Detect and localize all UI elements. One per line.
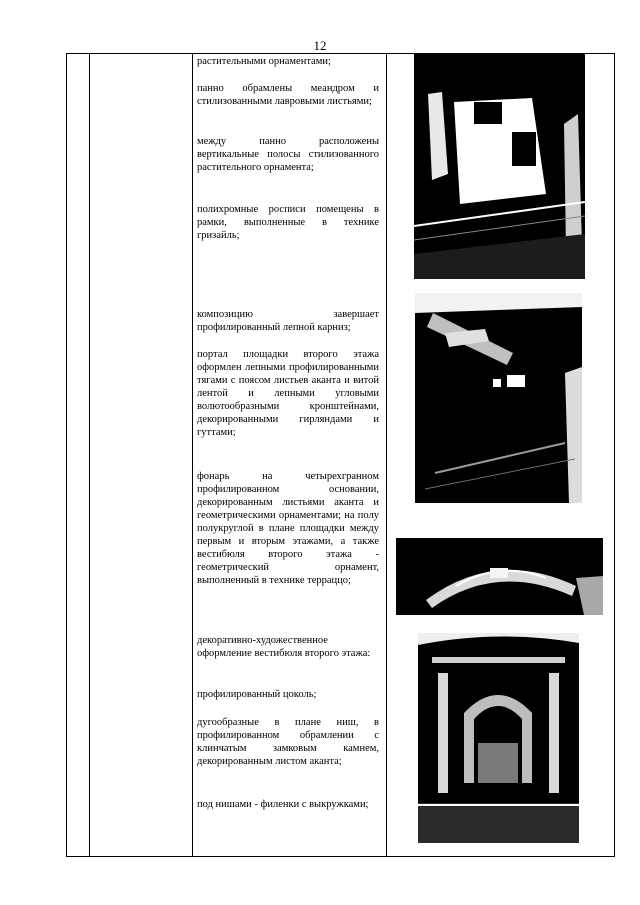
column-divider-1 [89,54,90,856]
paragraph-8: декоративно-художественное оформление вестибюля второго этажа: [197,635,371,659]
photo-vestibule-second-floor [418,633,579,843]
paragraph-1: растительными орнаментами; [197,56,331,67]
page-number: 12 [313,38,327,53]
paragraph-9: профилированный цоколь; [197,689,317,700]
paragraph-2: панно обрамлены меандром и стилизованными лавровыми листьями; [197,83,379,107]
paragraph-7: фонарь на четырехгранном профилированном основании, декорированным листьями аканта и геометрическими орнаментами; на полу полукруглой в плане площадки между первым и вторым этажами, а также вестибюля второго этажа - геометрический орнамент, выполненный в технике терраццо; [197,471,379,586]
column-divider-3 [386,54,387,856]
paragraph-6: портал площадки второго этажа оформлен лепными профилированными тягами с поясом листьев аканта и витой лентой и лепными угловыми волютообразными кронштейнами, декорированными гирляндами и гуттами; [197,349,379,438]
column-divider-2 [192,54,193,856]
photo-portal-stair-landing [415,293,582,503]
paragraph-10: дугообразные в плане ниш, в профилированном обрамлении с клинчатым замковым камнем, декорированным листом аканта; [197,717,379,767]
photo-painted-panels [414,54,585,279]
paragraph-11: под нишами - филенки с выкружками; [197,799,369,810]
paragraph-4: полихромные росписи помещены в рамки, выполненные в технике гризайль; [197,204,379,241]
paragraph-3: между панно расположены вертикальные полосы стилизованного растительного орнамента; [197,136,379,173]
paragraph-5: композицию завершает профилированный лепной карниз; [197,309,379,333]
photo-lantern-terrazzo [396,538,603,615]
